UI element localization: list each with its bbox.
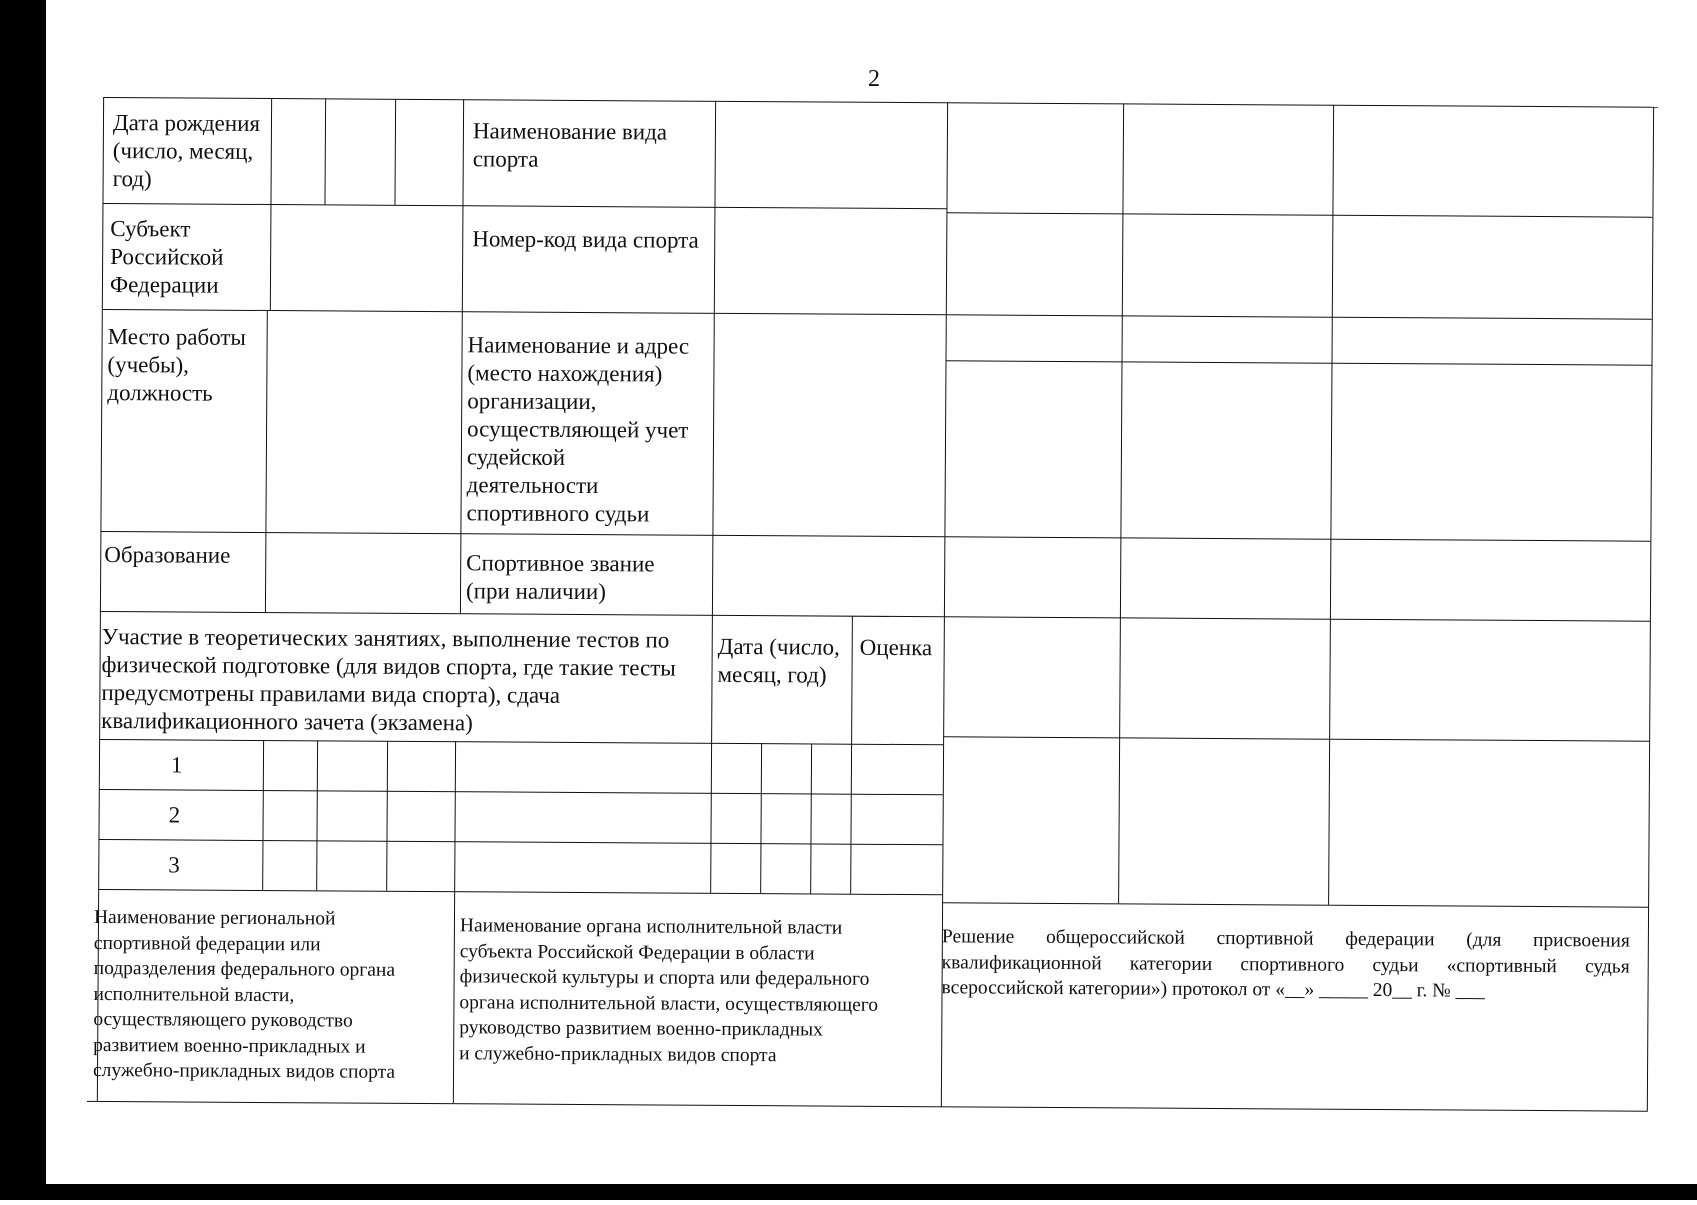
regional-federation-label: Наименование региональной спортивной федерации или подразделения федерального органа исполнительной власти, осуществляющего руководство развитием военно-прикладных и служебно-прикладных видов спорта bbox=[92, 906, 396, 1083]
row-line bbox=[102, 309, 946, 316]
row-line bbox=[100, 611, 944, 618]
col-line bbox=[760, 743, 762, 893]
col-line bbox=[460, 99, 465, 613]
grid-line bbox=[946, 212, 1652, 218]
table-border-bottom bbox=[87, 1101, 1647, 1112]
grid-line bbox=[946, 314, 1652, 320]
grid-line bbox=[944, 536, 1650, 542]
col-line bbox=[265, 310, 268, 612]
col-line bbox=[324, 98, 326, 204]
row-line bbox=[98, 889, 942, 896]
table-border-top bbox=[103, 97, 1658, 108]
executive-body-label: Наименование органа исполнительной власти субъекта Российской Федерации в области физической культуры и спорта или федерального органа исполнительной власти, осуществляющего руководство развитием военно-прикладных и служебно-прикладных видов спорта bbox=[459, 915, 879, 1066]
row-line bbox=[102, 203, 946, 210]
col-line bbox=[262, 740, 264, 890]
education-label: Образование bbox=[104, 541, 231, 568]
col-line bbox=[316, 740, 318, 890]
grade-header: Оценка bbox=[859, 634, 933, 661]
grid-col-line bbox=[1328, 105, 1334, 905]
col-line bbox=[454, 741, 456, 891]
sport-code-label: Номер-код вида спорта bbox=[472, 226, 699, 253]
row-line bbox=[98, 839, 942, 846]
row-line bbox=[100, 531, 944, 538]
sport-name-label: Наименование вида спорта bbox=[472, 118, 668, 172]
col-line bbox=[710, 101, 716, 893]
region-label: Субъект Российской Федерации bbox=[109, 216, 224, 298]
birth-date-label: Дата рождения (число, месяц, год) bbox=[112, 110, 261, 192]
federation-decision-text: Решение общероссийской спортивной федерации (для присвоения квалификационной категории спортивного судьи «спортивный судья всероссийской категории») протокол от «__» _____ 20__ г. № ___ bbox=[941, 926, 1630, 1002]
col-line bbox=[850, 616, 853, 894]
workplace-label: Место работы (учебы), должность bbox=[107, 324, 246, 406]
col-line bbox=[810, 743, 812, 893]
grid-line bbox=[945, 360, 1651, 366]
participation-header: Участие в теоретических занятиях, выполнение тестов по физической подготовке (для видов спорта, где такие тесты предусмотрены правилами вида спорта), сдача квалификационного зачета (экзамена) bbox=[101, 623, 676, 736]
row-line bbox=[99, 739, 943, 746]
col-line bbox=[386, 741, 388, 891]
col-line bbox=[453, 891, 456, 1103]
date-header: Дата (число, месяц, год) bbox=[717, 633, 840, 688]
grid-line bbox=[944, 616, 1650, 622]
grid-line bbox=[942, 902, 1648, 908]
row-number: 2 bbox=[168, 802, 181, 828]
row-number: 1 bbox=[170, 752, 183, 778]
row-number: 3 bbox=[168, 852, 180, 878]
grid-line bbox=[943, 736, 1649, 742]
grid-col-line bbox=[1118, 103, 1124, 903]
organization-label: Наименование и адрес (место нахождения) организации, осуществляющей учет судейской деятельности спортивного судьи bbox=[466, 332, 690, 527]
page-number: 2 bbox=[868, 66, 880, 92]
table-border-right bbox=[1647, 107, 1655, 1112]
col-line bbox=[394, 99, 396, 205]
row-line bbox=[99, 789, 943, 796]
sport-title-label: Спортивное звание (при наличии) bbox=[465, 550, 655, 605]
